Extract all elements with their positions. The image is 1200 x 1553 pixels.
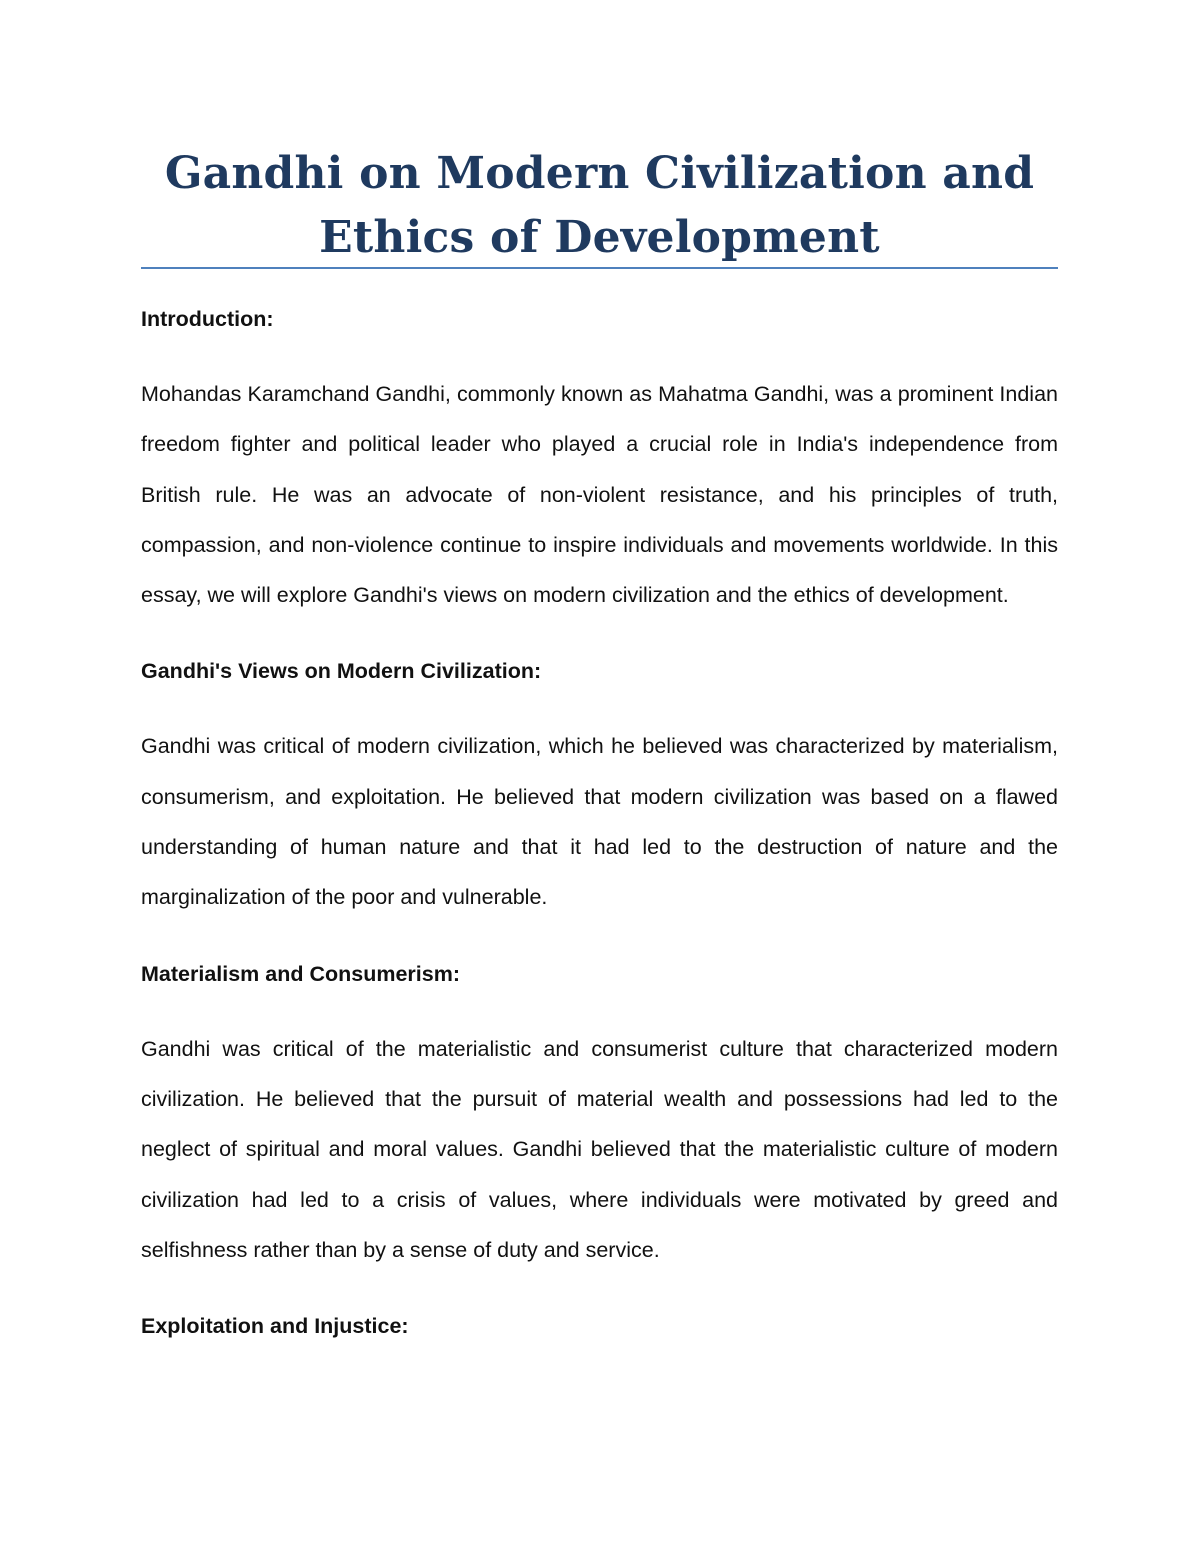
title-underline-rule xyxy=(141,267,1058,269)
section-heading: Materialism and Consumerism: xyxy=(141,961,461,986)
section-introduction xyxy=(141,299,1058,620)
section-heading: Introduction: xyxy=(141,307,274,331)
section-heading: Exploitation and Injustice: xyxy=(141,1314,409,1339)
section-paragraph: Gandhi was critical of modern civilization, which he believed was characterized by materialism, consumerism, and exploitation. He believed that modern civilization was based on a flawed understanding of human nature and that it had led to the destruction of nature and the marginalization of the poor and vulnerable. xyxy=(141,734,1058,910)
section-materialism-and-consumerism xyxy=(141,954,1058,1275)
title-block xyxy=(141,142,1058,270)
section-views-on-modern-civilization xyxy=(141,651,1058,922)
section-exploitation-and-injustice xyxy=(141,1306,1058,1346)
document-body xyxy=(141,299,1058,1346)
section-heading: Gandhi's Views on Modern Civilization: xyxy=(141,659,542,684)
section-paragraph: Mohandas Karamchand Gandhi, commonly known as Mahatma Gandhi, was a prominent Indian freedom fighter and political leader who played a crucial role in India's independence from British rule. He was an advocate of non-violent resistance, and his principles of truth, compassion, and non-violence continue to inspire individuals and movements worldwide. In this essay, we will explore Gandhi's views on modern civilization and the ethics of development. xyxy=(141,382,1058,608)
document-title: Gandhi on Modern Civilization and Ethics of Development xyxy=(164,148,1035,263)
section-paragraph: Gandhi was critical of the materialistic and consumerist culture that characterized modern civilization. He believed that the pursuit of material wealth and possessions had led to the neglect of spiritual and moral values. Gandhi believed that the materialistic culture of modern civilization had led to a crisis of values, where individuals were motivated by greed and selfishness rather than by a sense of duty and service. xyxy=(141,1036,1058,1262)
